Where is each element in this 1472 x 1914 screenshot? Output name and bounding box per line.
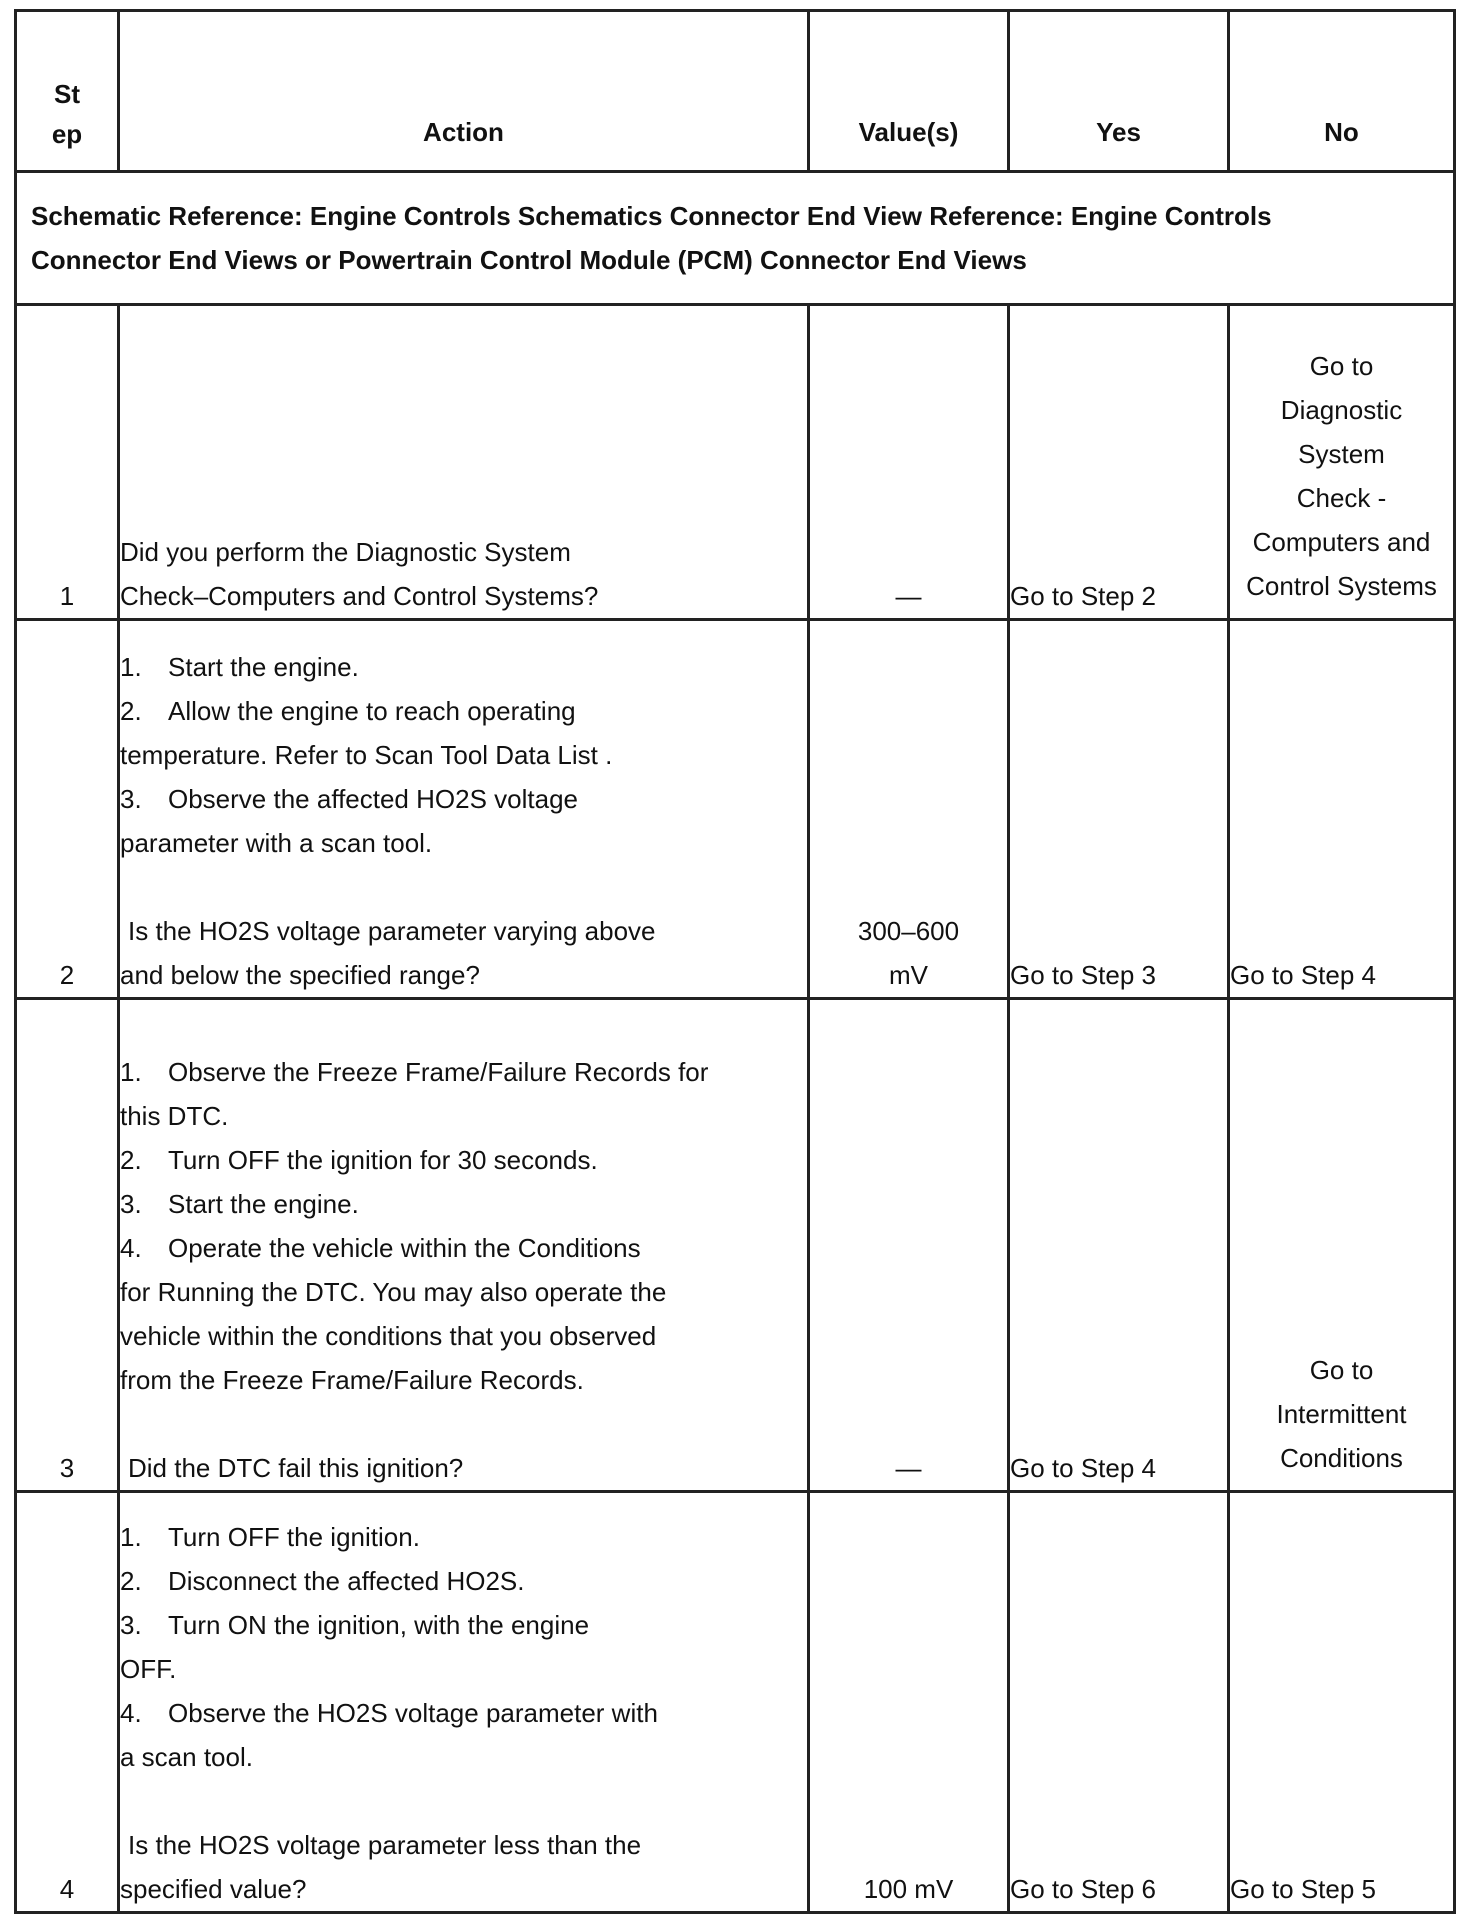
item-text: a scan tool.	[120, 1742, 253, 1772]
item-number: 4.	[120, 1233, 142, 1263]
no-cell: Go to Step 4	[1229, 620, 1455, 999]
list-item	[120, 689, 807, 733]
table-row	[16, 305, 1455, 620]
header-no: No	[1229, 11, 1455, 172]
question-line: specified value?	[120, 1874, 307, 1904]
list-item	[120, 1515, 807, 1559]
no-line: Intermittent	[1276, 1399, 1407, 1429]
header-action: Action	[119, 11, 809, 172]
step-number: 1	[16, 305, 119, 620]
action-cell	[119, 1492, 809, 1913]
list-item	[120, 1691, 807, 1735]
step-number: 3	[16, 999, 119, 1492]
diagnostic-table	[14, 9, 1456, 1914]
header-step-line1: St	[54, 79, 80, 109]
item-text: Observe the Freeze Frame/Failure Records for	[168, 1057, 709, 1087]
value-cell: —	[809, 999, 1009, 1492]
item-number: 3.	[120, 1189, 142, 1219]
no-line: Go to	[1309, 351, 1374, 381]
value-cell: 100 mV	[809, 1492, 1009, 1913]
item-number: 4.	[120, 1698, 142, 1728]
item-text: OFF.	[120, 1654, 177, 1684]
item-text: for Running the DTC. You may also operate the	[120, 1277, 667, 1307]
question-line: Did the DTC fail this ignition?	[128, 1453, 464, 1483]
item-text: Observe the HO2S voltage parameter with	[168, 1698, 658, 1728]
step-number: 4	[16, 1492, 119, 1913]
no-line: Computers and	[1252, 527, 1431, 557]
item-text: vehicle within the conditions that you observed	[120, 1321, 657, 1351]
action-line: Check–Computers and Control Systems?	[120, 581, 599, 611]
action-cell	[119, 999, 809, 1492]
schematic-line1: Schematic Reference: Engine Controls Schematics Connector End View Reference: Engine Controls	[31, 201, 1272, 231]
no-line: Check -	[1296, 483, 1387, 513]
list-item	[120, 1559, 807, 1603]
table-row	[16, 1492, 1455, 1913]
step-number: 2	[16, 620, 119, 999]
header-yes: Yes	[1009, 11, 1229, 172]
action-cell	[119, 305, 809, 620]
item-text: Start the engine.	[168, 652, 359, 682]
list-item	[120, 1138, 807, 1182]
no-line: Control Systems	[1246, 571, 1437, 601]
list-item	[120, 645, 807, 689]
list-item	[120, 1226, 807, 1270]
yes-cell: Go to Step 4	[1009, 999, 1229, 1492]
item-text: Start the engine.	[168, 1189, 359, 1219]
schematic-reference-row	[16, 172, 1455, 305]
no-line: Diagnostic	[1280, 395, 1403, 425]
item-number: 1.	[120, 1057, 142, 1087]
no-line: Conditions	[1280, 1443, 1403, 1473]
no-cell: Go to Step 5	[1229, 1492, 1455, 1913]
question-line: Is the HO2S voltage parameter varying above	[128, 916, 656, 946]
yes-cell: Go to Step 6	[1009, 1492, 1229, 1913]
item-text: parameter with a scan tool.	[120, 828, 433, 858]
item-text: Disconnect the affected HO2S.	[168, 1566, 525, 1596]
question-line: and below the specified range?	[120, 960, 480, 990]
no-line: System	[1298, 439, 1385, 469]
item-text: this DTC.	[120, 1101, 229, 1131]
item-text: from the Freeze Frame/Failure Records.	[120, 1365, 584, 1395]
no-line: Go to	[1309, 1355, 1374, 1385]
value-line: mV	[889, 960, 928, 990]
schematic-line2: Connector End Views or Powertrain Control Module (PCM) Connector End Views	[31, 245, 1027, 275]
yes-cell: Go to Step 2	[1009, 305, 1229, 620]
item-number: 1.	[120, 1522, 142, 1552]
table-row	[16, 620, 1455, 999]
table-row	[16, 999, 1455, 1492]
list-item	[120, 777, 807, 821]
item-text: Observe the affected HO2S voltage	[168, 784, 578, 814]
schematic-reference	[16, 172, 1455, 305]
header-step-line2: ep	[51, 119, 83, 149]
header-step	[16, 11, 119, 172]
list-item	[120, 1603, 807, 1647]
question-line: Is the HO2S voltage parameter less than the	[128, 1830, 642, 1860]
header-values: Value(s)	[809, 11, 1009, 172]
item-number: 3.	[120, 1610, 142, 1640]
item-text: temperature. Refer to Scan Tool Data List .	[120, 740, 613, 770]
value-line: 300–600	[857, 916, 960, 946]
item-number: 1.	[120, 652, 142, 682]
no-cell	[1229, 305, 1455, 620]
item-text: Operate the vehicle within the Conditions	[168, 1233, 641, 1263]
yes-cell: Go to Step 3	[1009, 620, 1229, 999]
no-cell	[1229, 999, 1455, 1492]
header-row	[16, 11, 1455, 172]
value-cell: —	[809, 305, 1009, 620]
item-text: Allow the engine to reach operating	[168, 696, 576, 726]
action-line: Did you perform the Diagnostic System	[120, 537, 571, 567]
list-item	[120, 1050, 807, 1094]
item-number: 2.	[120, 1145, 142, 1175]
list-item	[120, 1182, 807, 1226]
item-number: 3.	[120, 784, 142, 814]
item-text: Turn OFF the ignition for 30 seconds.	[168, 1145, 598, 1175]
item-text: Turn ON the ignition, with the engine	[168, 1610, 590, 1640]
item-number: 2.	[120, 1566, 142, 1596]
item-text: Turn OFF the ignition.	[168, 1522, 420, 1552]
action-cell	[119, 620, 809, 999]
item-number: 2.	[120, 696, 142, 726]
value-cell	[809, 620, 1009, 999]
